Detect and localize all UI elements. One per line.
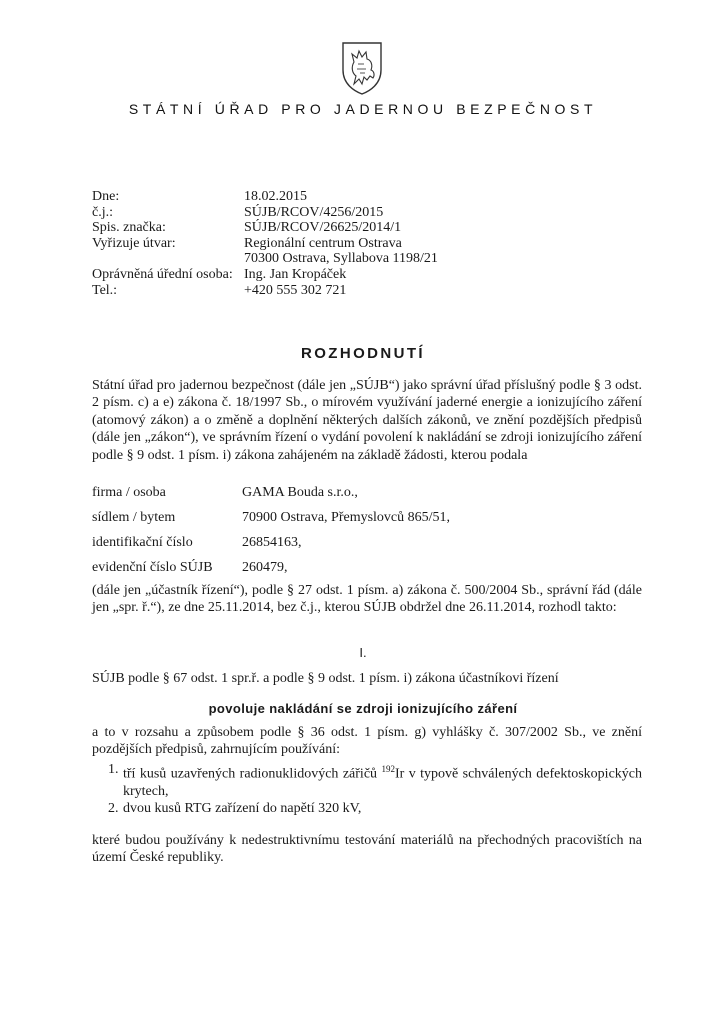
party-label: evidenční číslo SÚJB — [92, 560, 213, 575]
meta-label — [92, 251, 244, 267]
meta-value: SÚJB/RCOV/4256/2015 — [244, 204, 384, 220]
office-name: STÁTNÍ ÚŘAD PRO JADERNOU BEZPEČNOST — [128, 101, 598, 117]
party-row-seat — [92, 510, 450, 535]
party-label: identifikační číslo — [92, 535, 193, 550]
party-row-id-number — [92, 535, 450, 560]
state-emblem-icon — [340, 40, 384, 96]
meta-value: 18.02.2015 — [244, 189, 307, 204]
decision-title: ROZHODNUTÍ — [301, 345, 425, 362]
meta-row-date — [92, 189, 438, 205]
party-details — [92, 485, 450, 585]
meta-label: Spis. značka: — [92, 220, 166, 236]
meta-label: Vyřizuje útvar: — [92, 235, 176, 251]
meta-label: Oprávněná úřední osoba: — [92, 266, 233, 282]
meta-label: č.j.: — [92, 204, 113, 220]
meta-value: Regionální centrum Ostrava — [244, 235, 402, 251]
meta-row-reference — [92, 205, 438, 221]
meta-value: 70300 Ostrava, Syllabova 1198/21 — [244, 251, 438, 267]
meta-row-file-mark — [92, 220, 438, 236]
intro-paragraph: Státní úřad pro jadernou bezpečnost (dále jen „SÚJB“) jako správní úřad příslušný podle § 3 odst. 2 písm. c) a e) zákona č. 18/1997 Sb., o mírovém využívání jaderné energie a ionizujícího záření (atomový zákon) a o změně a doplnění některých dalších zákonů, ve znění pozdějších předpisů (dále jen „zákon“), ve správním řízení o vydání povolení k nakládání se zdroji ionizujícího záření podle § 9 odst. 1 písm. i) zákona zahájeném na základě žádosti, kterou podala — [92, 378, 642, 463]
meta-row-department — [92, 236, 438, 252]
list-item — [108, 800, 642, 817]
proceedings-paragraph: (dále jen „účastník řízení“), podle § 27 odst. 1 písm. a) zákona č. 500/2004 Sb., správní řád (dále jen „spr. ř.“), ze dne 25.11.2014, bez č.j., kterou SÚJB obdržel dne 26.11.2014, rozhodl takto: — [92, 583, 642, 616]
list-text-after: Ir v typově schválených defektoskopických krytech, — [123, 766, 642, 800]
permitted-items-list — [108, 761, 642, 818]
meta-value: +420 555 302 721 — [244, 282, 347, 298]
meta-label: Tel.: — [92, 282, 118, 298]
party-label: sídlem / bytem — [92, 510, 176, 525]
meta-value: SÚJB/RCOV/26625/2014/1 — [244, 220, 402, 236]
meta-value: Ing. Jan Kropáček — [244, 266, 347, 282]
meta-row-address — [92, 251, 438, 267]
document-metadata — [92, 189, 438, 298]
party-value: GAMA Bouda s.r.o., — [242, 485, 358, 500]
list-text — [123, 761, 642, 800]
party-row-name — [92, 485, 450, 510]
section-number: I. — [359, 645, 367, 660]
list-number: 1. — [108, 762, 119, 777]
party-value: 260479, — [242, 560, 288, 575]
closing-paragraph: které budou používány k nedestruktivnímu testování materiálů na přechodných pracovištích na území České republiky. — [92, 833, 642, 866]
party-value: 70900 Ostrava, Přemyslovců 865/51, — [242, 510, 451, 525]
permit-heading: povoluje nakládání se zdroji ionizujícího záření — [208, 701, 518, 716]
party-value: 26854163, — [242, 535, 302, 550]
meta-row-official — [92, 267, 438, 283]
isotope-mass-number: 192 — [381, 764, 395, 774]
section-intro: SÚJB podle § 67 odst. 1 spr.ř. a podle § 9 odst. 1 písm. i) zákona účastníkovi řízení — [92, 671, 559, 686]
list-number: 2. — [108, 801, 119, 817]
list-text: dvou kusů RTG zařízení do napětí 320 kV, — [123, 801, 362, 817]
list-text-before: tří kusů uzavřených radionuklidových zářičů — [123, 766, 382, 782]
meta-row-phone — [92, 283, 438, 299]
meta-label: Dne: — [92, 189, 120, 204]
list-item — [108, 761, 642, 800]
scope-paragraph: a to v rozsahu a způsobem podle § 36 odst. 1 písm. g) vyhlášky č. 307/2002 Sb., ve znění pozdějších předpisů, zahrnujícím používání: — [92, 725, 642, 758]
party-label: firma / osoba — [92, 485, 166, 500]
